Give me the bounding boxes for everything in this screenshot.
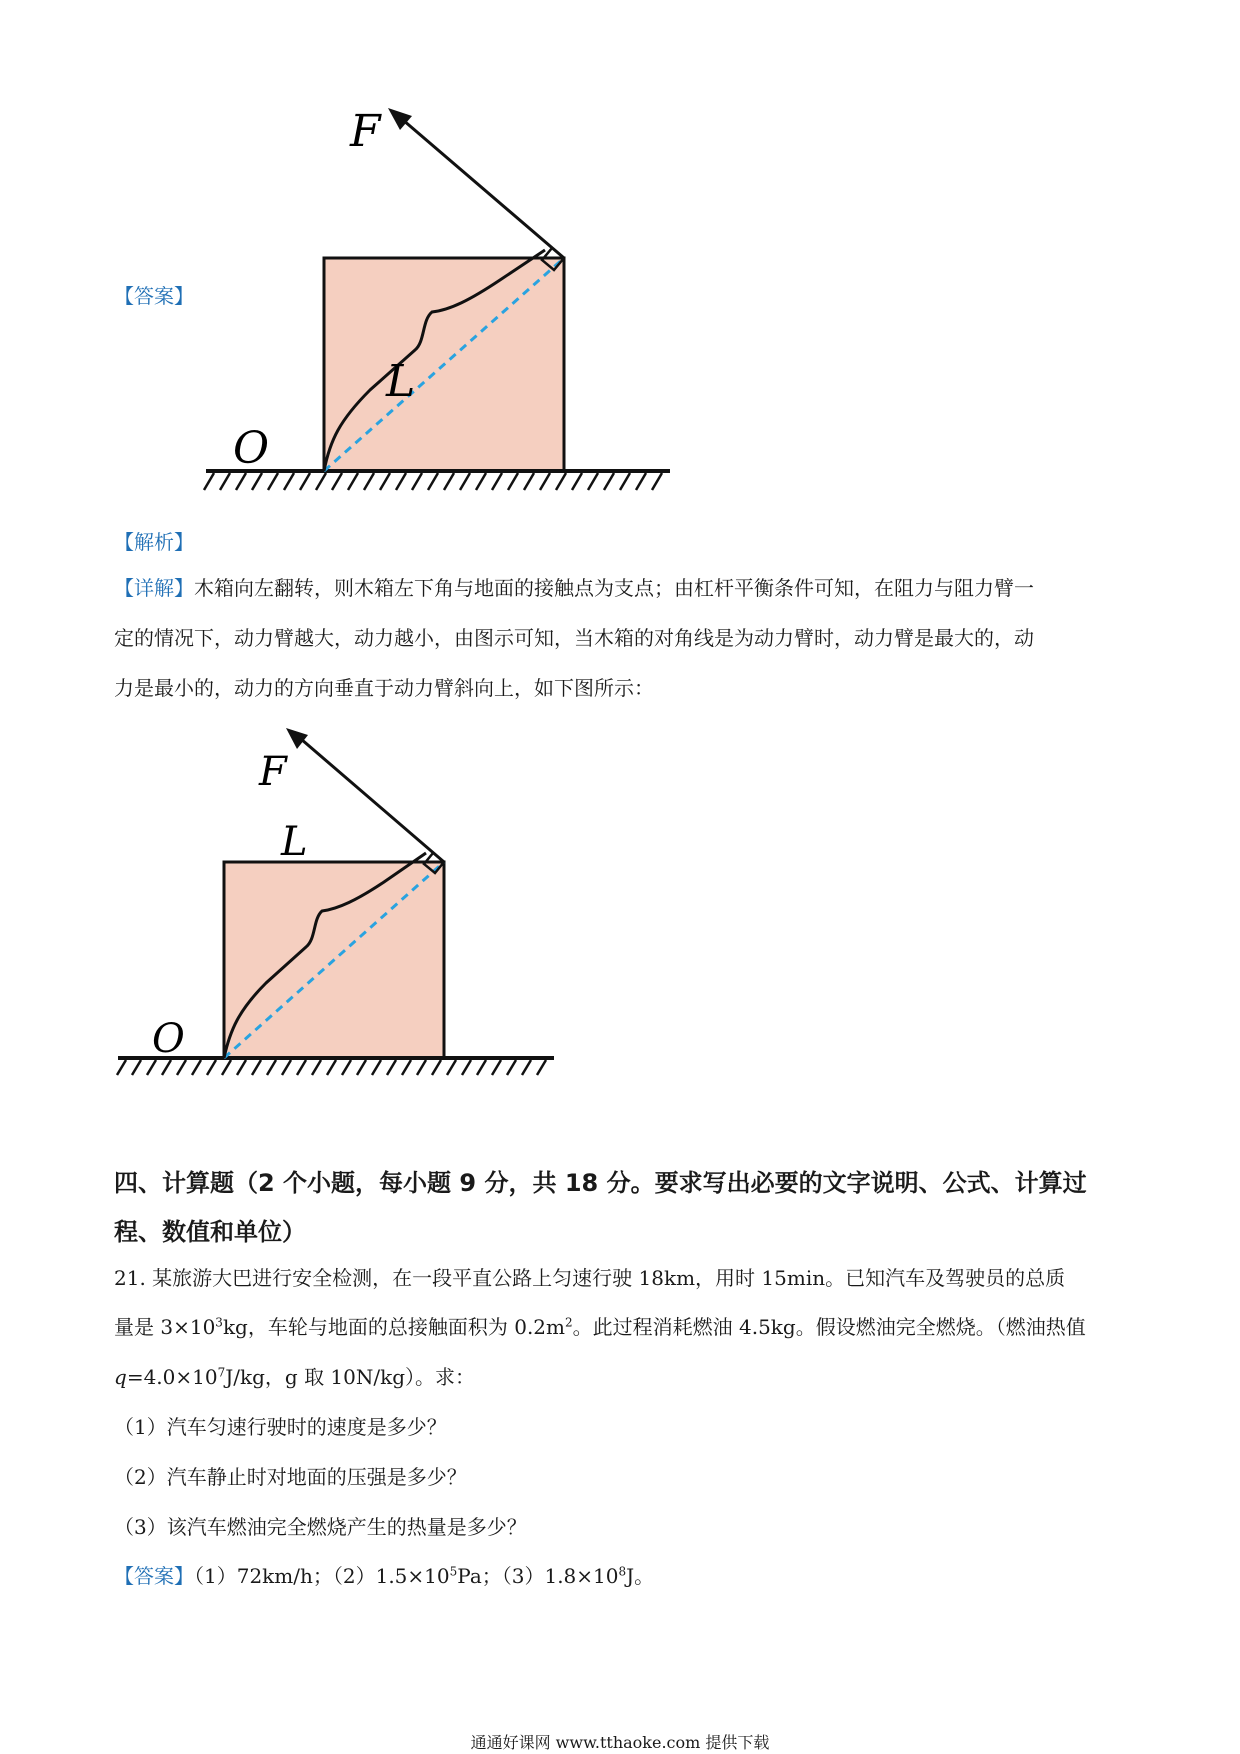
label-L: L [386, 356, 416, 407]
lever-figure-2 [114, 725, 564, 1095]
answer-tag-2: 【答案】 [114, 1564, 194, 1588]
detail-paragraph [114, 563, 1134, 713]
lever-figure-1 [200, 100, 680, 500]
q3-part-a: =4.0×10 [126, 1365, 218, 1389]
analysis-tag: 【解析】 [114, 530, 194, 554]
force-arrow [396, 114, 564, 258]
question-line-1: 21. 某旅游大巴进行安全检测，在一段平直公路上匀速行驶 18km，用时 15min。已知汽车及驾驶员的总质 [114, 1266, 1066, 1290]
q3-symbol-q: q [114, 1365, 127, 1389]
sub-question-2: （2）汽车静止时对地面的压强是多少？ [114, 1465, 467, 1489]
section-heading-line-2: 程、数值和单位） [114, 1218, 306, 1246]
section-heading-line-1: 四、计算题（2 个小题，每小题 9 分，共 18 分。要求写出必要的文字说明、公式、计算过 [114, 1169, 1087, 1197]
q2-part-c: 。此过程消耗燃油 4.5kg。假设燃油完全燃烧。（燃油热值 [572, 1315, 1086, 1339]
q2-sup-2: 2 [565, 1315, 573, 1330]
ground-hatching [117, 1060, 546, 1075]
label-F: F [259, 749, 287, 795]
q3-part-b: J/kg，g 取 10N/kg）。求： [225, 1365, 476, 1389]
label-L: L [281, 819, 308, 865]
ground-hatching [204, 473, 662, 490]
detail-line-3: 力是最小的，动力的方向垂直于动力臂斜向上，如下图所示： [114, 676, 654, 700]
arrow-head [388, 108, 412, 130]
answer-part-3: J。 [626, 1564, 655, 1588]
q2-part-a: 量是 3×10 [114, 1315, 216, 1339]
sub-question-1: （1）汽车匀速行驶时的速度是多少？ [114, 1415, 447, 1439]
q2-part-b: kg，车轮与地面的总接触面积为 0.2m [222, 1315, 565, 1339]
question-line-2 [114, 1311, 1086, 1340]
answer-part-1: （1）72km/h；（2）1.5×10 [194, 1564, 450, 1588]
detail-line-1: 木箱向左翻转，则木箱左下角与地面的接触点为支点；由杠杆平衡条件可知，在阻力与阻力臂一 [194, 576, 1034, 600]
detail-tag: 【详解】 [114, 576, 194, 600]
detail-line-2: 定的情况下，动力臂越大，动力越小，由图示可知，当木箱的对角线是为动力臂时，动力臂是最大的，动 [114, 626, 1034, 650]
sub-question-3: （3）该汽车燃油完全燃烧产生的热量是多少？ [114, 1515, 527, 1539]
answer-sup-1: 5 [449, 1564, 458, 1579]
force-arrow [294, 733, 444, 862]
question-line-3 [114, 1361, 475, 1390]
final-answer [114, 1560, 654, 1589]
answer-tag-1: 【答案】 [114, 284, 194, 308]
page-footer: 通通好课网 www.tthaoke.com 提供下载 [470, 1733, 770, 1752]
answer-part-2: Pa；（3）1.8×10 [457, 1564, 619, 1588]
arrow-head [286, 728, 308, 749]
label-O: O [152, 1016, 185, 1062]
q3-sup: 7 [217, 1365, 226, 1380]
label-O: O [233, 423, 270, 474]
answer-sup-2: 8 [618, 1564, 627, 1579]
label-F: F [350, 106, 381, 157]
q2-sup-1: 3 [215, 1315, 223, 1330]
